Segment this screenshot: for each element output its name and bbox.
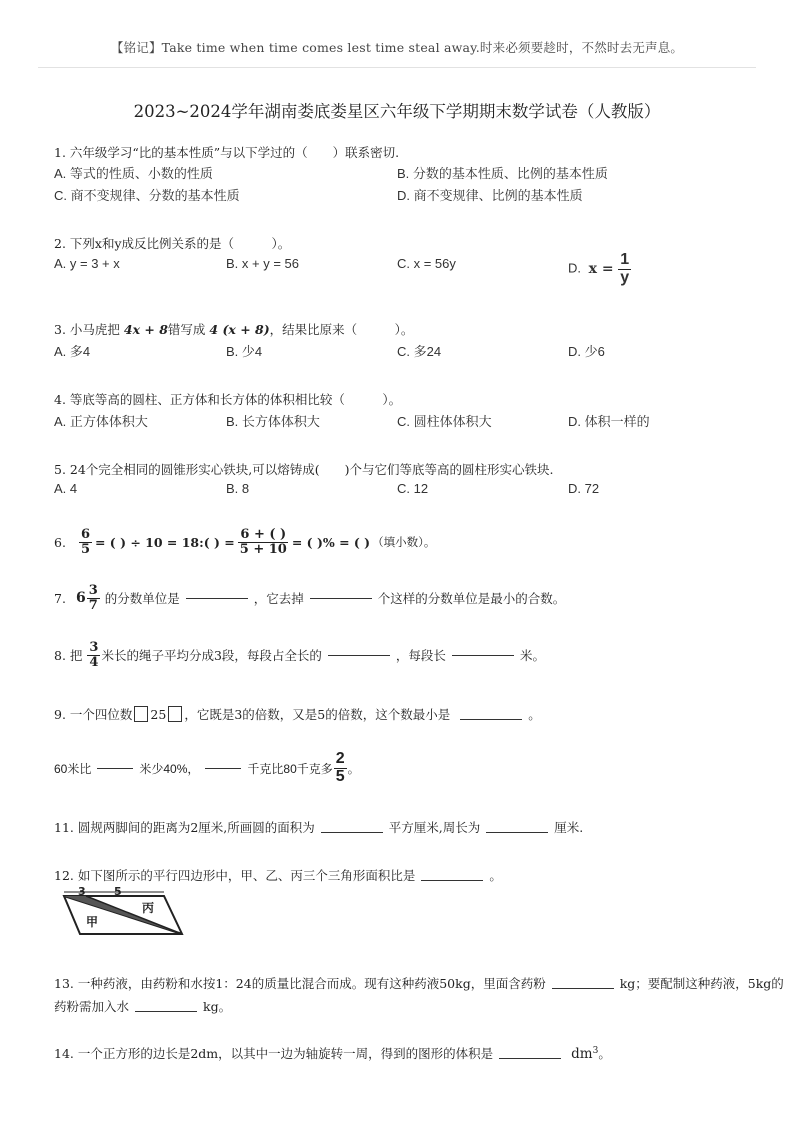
question-5-option-a[interactable]: A. 4 [54, 481, 78, 496]
question-8-fraction: $\frac{3}{4}$ [89, 640, 99, 670]
question-2-option-d-label: D. [568, 260, 581, 276]
question-2-option-b[interactable]: B. x + y = 56 [226, 256, 299, 271]
question-5-stem: 5. 24个完全相同的圆锥形实心铁块,可以熔铸成( )个与它们等底等高的圆柱形实心铁块. [54, 462, 554, 477]
question-14: 14. 一个正方形的边长是2dm，以其中一边为轴旋转一周，得到的图形的体积是 $dm^3$。 [54, 1045, 611, 1062]
question-8-blank-2[interactable] [452, 655, 514, 656]
question-2-option-c[interactable]: C. x = 56y [397, 256, 456, 271]
question-5-option-c[interactable]: C. 12 [397, 481, 429, 496]
question-6-fraction-2: $\frac{6 + ( )}{5 + 10}$ [239, 527, 287, 557]
question-10: 60米比 米少40%， 千克比80千克多 $\frac{2}{5}$ 。 [54, 750, 360, 785]
question-8-blank-1[interactable] [328, 655, 390, 656]
question-12-blank[interactable] [421, 880, 483, 881]
question-4-stem: 4. 等底等高的圆柱、正方体和长方体的体积相比较（ ）。 [54, 392, 402, 407]
question-3-stem: 3. 小马虎把 4x + 8错写成 4 (x + 8)，结果比原来（ ）。 [54, 322, 414, 337]
question-4-option-a[interactable]: A. 正方体体积大 [54, 414, 148, 429]
question-9: 9. 一个四位数 25 ，它既是3的倍数，又是5的倍数，这个数最小是 。 [54, 707, 541, 722]
question-1-stem: 1. 六年级学习“比的基本性质”与以下学过的（ ）联系密切. [54, 145, 400, 160]
figure-label-jia: 甲 [86, 915, 99, 929]
question-10-blank-2[interactable] [205, 768, 241, 769]
page-motto: 【铭记】Take time when time comes lest time steal away.时来必须要趁时，不然时去无声息。 [110, 40, 684, 55]
question-1-option-d[interactable]: D. 商不变规律、比例的基本性质 [397, 188, 583, 203]
question-2-option-d-lhs: x = [588, 260, 614, 277]
page-title: 2023~2024学年湖南娄底娄星区六年级下学期期末数学试卷（人教版） [133, 102, 661, 121]
question-6-fraction-1: $\frac{6}{5}$ [80, 527, 90, 557]
question-14-blank[interactable] [499, 1058, 561, 1059]
question-13-blank-1[interactable] [552, 988, 614, 989]
question-3-option-c[interactable]: C. 多24 [397, 344, 442, 359]
question-2-option-d[interactable] [568, 252, 632, 287]
question-4-option-b[interactable]: B. 长方体体积大 [226, 414, 320, 429]
question-8: 8. 把 $\frac{3}{4}$ 米长的绳子平均分成3段，每段占全长的 ，每段长 米。 [54, 640, 545, 670]
question-6: 6. $\frac{6}{5}$ = ( ) ÷ 10 = 18:( ) = $\frac{6 + ( )}{5 + 10}$ = ( )% = ( ) （填小数）。 [54, 527, 436, 557]
question-5-option-d[interactable]: D. 72 [568, 481, 600, 496]
figure-top-right-label: 5 [114, 885, 122, 898]
question-4-option-d[interactable]: D. 体积一样的 [568, 414, 650, 429]
parallelogram-figure [56, 884, 188, 944]
question-11-blank-1[interactable] [321, 832, 383, 833]
question-11: 11. 圆规两脚间的距离为2厘米,所画圆的面积为 平方厘米,周长为 厘米. [54, 820, 584, 835]
question-1-option-c[interactable]: C. 商不变规律、分数的基本性质 [54, 188, 240, 203]
question-13-line-2: 药粉需加入水 kg。 [54, 999, 232, 1014]
question-12: 12. 如下图所示的平行四边形中，甲、乙、丙三个三角形面积比是 。 [54, 868, 502, 883]
question-1-option-b[interactable]: B. 分数的基本性质、比例的基本性质 [397, 166, 608, 181]
question-13-blank-2[interactable] [135, 1011, 197, 1012]
question-9-digit-box-1[interactable] [134, 706, 148, 722]
question-2-option-d-fraction: $\frac{1}{y}$ [620, 251, 630, 286]
question-5-option-b[interactable]: B. 8 [226, 481, 250, 496]
figure-label-bing: 丙 [142, 901, 155, 915]
question-1-option-a[interactable]: A. 等式的性质、小数的性质 [54, 166, 213, 181]
figure-top-left-label: 3 [78, 885, 86, 898]
question-13-line-1: 13. 一种药液，由药粉和水按1：24的质量比混合而成。现有这种药液50kg，里面含药粉 kg；要配制这种药液，5kg的 [54, 976, 784, 991]
question-7: 7. 6 $\frac{3}{7}$ 的分数单位是 ，它去掉 个这样的分数单位是最小的合数。 [54, 583, 566, 613]
question-2-option-a[interactable]: A. y = 3 + x [54, 256, 120, 271]
question-10-fraction: $\frac{2}{5}$ [335, 750, 345, 785]
question-9-digit-box-2[interactable] [168, 706, 182, 722]
question-10-blank-1[interactable] [97, 768, 133, 769]
question-11-blank-2[interactable] [486, 832, 548, 833]
question-3-option-a[interactable]: A. 多4 [54, 344, 91, 359]
question-2-stem: 2. 下列x和y成反比例关系的是（ ）。 [54, 236, 291, 251]
question-7-blank-2[interactable] [310, 598, 372, 599]
question-7-fraction: $\frac{3}{7}$ [88, 583, 98, 613]
question-3-option-b[interactable]: B. 少4 [226, 344, 263, 359]
question-9-blank[interactable] [460, 719, 522, 720]
question-4-option-c[interactable]: C. 圆柱体体积大 [397, 414, 492, 429]
question-7-blank-1[interactable] [186, 598, 248, 599]
question-3-option-d[interactable]: D. 少6 [568, 344, 605, 359]
header-divider [38, 67, 756, 68]
